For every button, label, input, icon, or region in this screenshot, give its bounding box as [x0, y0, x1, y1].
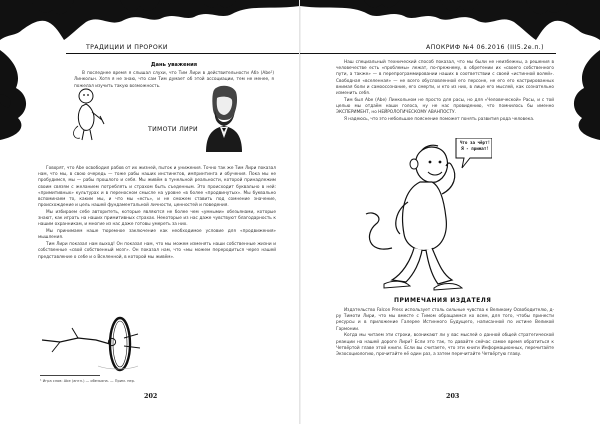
right-section-paragraph-2: Когда мы читаем эти строки, возникают ли у вас мыслей о данной общей стратегической реакции на нашей дороге Лири? Если это так, то давайте сейчас самое время обратиться к Четвёртой главе этой книги. Если вы считаете, что эти книги Информационных, перечитайте Экзосоциологию, прочитайте её один раз, а затем перечитайте Четвёртую главу.	[336, 333, 554, 358]
lincoln-portrait	[202, 84, 246, 152]
head-rule-right	[300, 53, 556, 54]
footnote: ¹ Игра слов: Abe (англ.) — обезьяна. — Прим. пер.	[40, 379, 136, 383]
speech-bubble	[458, 140, 492, 152]
running-head-right: АПОКРИФ №4 06.2016 (III5.2е.п.)	[425, 44, 544, 51]
right-paragraph-2: Тим был Abe (Abe) Линкольном не просто для расы, но для «Человеческой» Расы, и с той целью мы отдаём наши голоса, ну не нас провидению, что помнилось бы именно ЭКСПЕРИМЕНТ, но НЕЙРОЛОГИЧЕСКОМУ АВАНПОСТУ.	[336, 97, 554, 116]
page-number-left: 202	[144, 392, 158, 400]
ornament-top-right	[300, 0, 600, 42]
right-paragraph-3: Я надеюсь, что это небольшое пояснение поможет понять развития рода человека.	[344, 117, 535, 123]
illustration-label-leary: ТИМОТИ ЛИРИ	[148, 126, 198, 133]
left-body	[38, 166, 276, 261]
intro-paragraph: В последнее время я слышал слухи, что Тим Лири в действительности Абэ (Abe¹) Линкольн. Хотя я не знаю, что сам Тим думает об этой ассоциации, тем не менее, я пожелал изучить такую возможность.	[74, 71, 274, 89]
ornament-side-left	[0, 50, 34, 140]
left-paragraph-4: Тим Лири показал нам выход! Он показал нам, что мы можем изменять наши собственные жизни и собственные «свой собственный мозг». Он показал нам, что «мы можем переродиться через нашей представление о себе и о Вселенной, в которой мы живём».	[38, 242, 276, 260]
article-title: Дань уважения	[150, 62, 198, 68]
left-paragraph-2: Мы избираем себе авторитеть, которые являются не более чем «умными» обезьянами, которые знают, как играть на наших примитивных страхах. Некоторые из нас даже чувствуют благодарность к нашим охранникам, и многие из нас даже готовы умереть за них.	[38, 210, 276, 228]
right-paragraph-1: Наш специальный технический способ показал, что мы были не неизбежны, а решения в человечестве есть «проблемы» лежат, по-прежнему, в обретении их «своего собственного пути, а также» — в перепрограммировании наших в соответствии с своей «истинной волей». Свободная «вселенная» — не всего обусловленной его персоне, не его его кастрированных внимая боли и самоосознание, его смерти, и кто из них, в лице его мыслей, как сознательно изменить себя.	[336, 60, 554, 97]
left-paragraph-1: Говорят, что Abe освободил рабов от их жизней, пыток и унижения. Точно так же Тим Лири показал нам, что мы, в свою очередь — тоже рабы наших инстинктов, импринтинга и обучения. Пока мы не пробудимся, мы — рабы прошлого и себя. Мы живём в тунельной реальности, которой принадлежим своим связям с желанием потреблять и страхом быть съеденным. Это происходит буквально в ней: «примитивных» культурах и в переносном смысле на уровне «в более «продвинутых». Мы буквально вспоминаем то, каким мы, и что мы «есть», и не сможем ставить под сомнение значение, происхождение и цель нашей фундаментальной личности, ценностей и поведения.	[38, 166, 276, 209]
ape-man-illustration	[362, 138, 492, 294]
right-page	[300, 0, 600, 424]
running-head-left: ТРАДИЦИИ И ПРОРОКИ	[86, 44, 168, 51]
ornament-side-right	[566, 50, 600, 140]
head-rule-left	[66, 53, 300, 54]
monkey-illustration	[72, 86, 108, 142]
right-body-top	[336, 60, 554, 124]
section-heading: ПРИМЕЧАНИЯ ИЗДАТЕЛЯ	[394, 297, 492, 304]
right-section-paragraph-1: Издательство Falcon Press использует столь сильные чувства к Великому Освободителю, д-ру Тимоти Лири, что мы вместе с Тимом обращаемся ко всем, для того, чтобы принести ресурсы и в приложение Галерее Истинного Будущего, написанной по истине Великой Гармонии.	[336, 308, 554, 332]
speech-bubble-line-1: Что за чёрт!	[459, 140, 491, 145]
speech-bubble-line-2: Я - примат!	[461, 146, 489, 151]
diver-hoop-illustration	[38, 312, 148, 374]
footnote-rule	[40, 375, 100, 376]
left-paragraph-3: Мы принимаем наше тюремное заключение как необходимое условие для «продвижения» мышления.	[38, 229, 276, 241]
right-body-bottom	[336, 308, 554, 359]
ornament-top-left	[0, 0, 300, 42]
page-number-right: 203	[446, 392, 460, 400]
